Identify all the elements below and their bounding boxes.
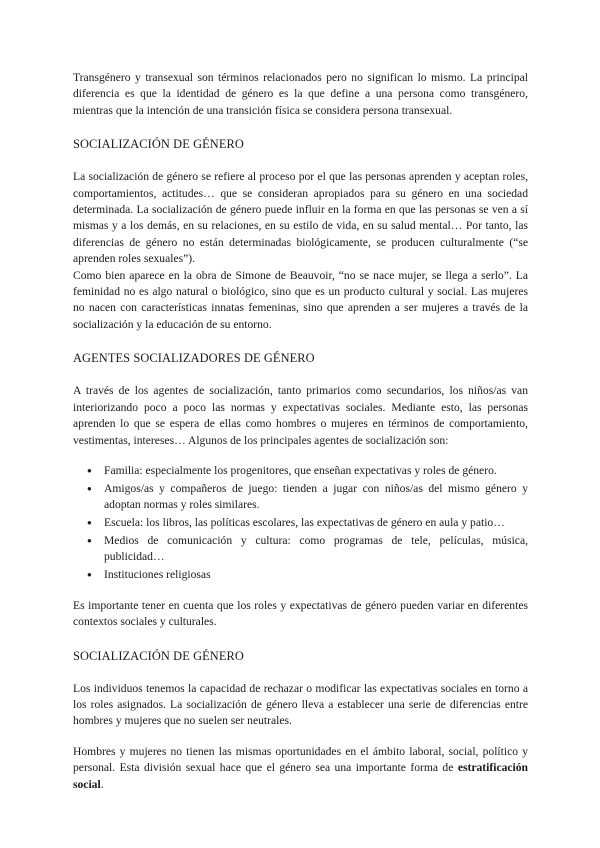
paragraph-agentes-intro: A través de los agentes de socialización, tanto primarios como secundarios, los niños/as van interiorizando poco a poco las normas y expectativas sociales. Mediante esto, las personas aprenden lo que se espera de ellas como hombres o mujeres en términos de comportamiento, vestimentas, intereses… Algunos de los principales agentes de socialización son: xyxy=(73,384,528,447)
paragraph-roles-variar: Es importante tener en cuenta que los roles y expectativas de género pueden variar en diferentes contextos sociales y culturales. xyxy=(73,598,528,629)
paragraph-socializacion-definicion: La socialización de género se refiere al proceso por el que las personas aprenden y aceptan roles, comportamientos, actitudes… que se consideran apropiados para su género en una sociedad determinada. La socialización de género puede influir en la forma en que las personas se ven a sí mismas y a los demás, en su relaciones, en su estilo de vida, en su salud mental… Por tanto, las diferencias de género no están determinadas biológicamente, se producen culturalmente (“se aprenden roles sexuales”). xyxy=(73,170,528,266)
list-item: ● Escuela: los libros, las políticas escolares, las expectativas de género en aula y patio… xyxy=(88,515,528,531)
paragraph-rechazar-expectativas: Los individuos tenemos la capacidad de rechazar o modificar las expectativas sociales en torno a los roles asignados. La socialización de género lleva a establecer una serie de diferencias entre hombres y mujeres que no suelen ser neutrales. xyxy=(73,681,528,728)
estratificacion-text: Hombres y mujeres no tienen las mismas oportunidades en el ámbito laboral, social, político y personal. Esta división sexual hace que el género sea una importante forma de xyxy=(73,744,528,775)
intro-paragraph: Transgénero y transexual son términos relacionados pero no significan lo mismo. La principal diferencia es que la identidad de género es la que define a una persona como transgénero, mientras que la intención de una transición física se considera persona transexual. xyxy=(73,71,528,117)
estratificacion-period: . xyxy=(100,777,104,791)
section-heading-socializacion-2: SOCIALIZACIÓN DE GÉNERO xyxy=(73,648,244,663)
section-heading-agentes: AGENTES SOCIALIZADORES DE GÉNERO xyxy=(73,351,315,366)
estratificacion-bold-term: estratificación social xyxy=(73,761,528,791)
list-item: ● Instituciones religiosas xyxy=(88,567,528,583)
list-item: ● Amigos/as y compañeros de juego: tienden a jugar con niños/as del mismo género y adoptan normas y roles similares. xyxy=(88,481,528,514)
section-heading-socializacion: SOCIALIZACIÓN DE GÉNERO xyxy=(73,137,244,152)
paragraph-beauvoir: Como bien aparece en la obra de Simone de Beauvoir, “no se nace mujer, se llega a serlo”. La feminidad no es algo natural o biológico, sino que es un producto cultural y social. Las mujeres no nacen con características innatas femeninas, sino que aprenden a ser mujeres a través de la socialización y la educación de su entorno. xyxy=(73,268,528,331)
agents-list xyxy=(73,463,528,584)
list-item: ● Medios de comunicación y cultura: como programas de tele, películas, música, publicidad… xyxy=(88,533,528,566)
list-item: ● Familia: especialmente los progenitores, que enseñan expectativas y roles de género. xyxy=(88,463,528,479)
paragraph-estratificacion xyxy=(73,744,528,793)
